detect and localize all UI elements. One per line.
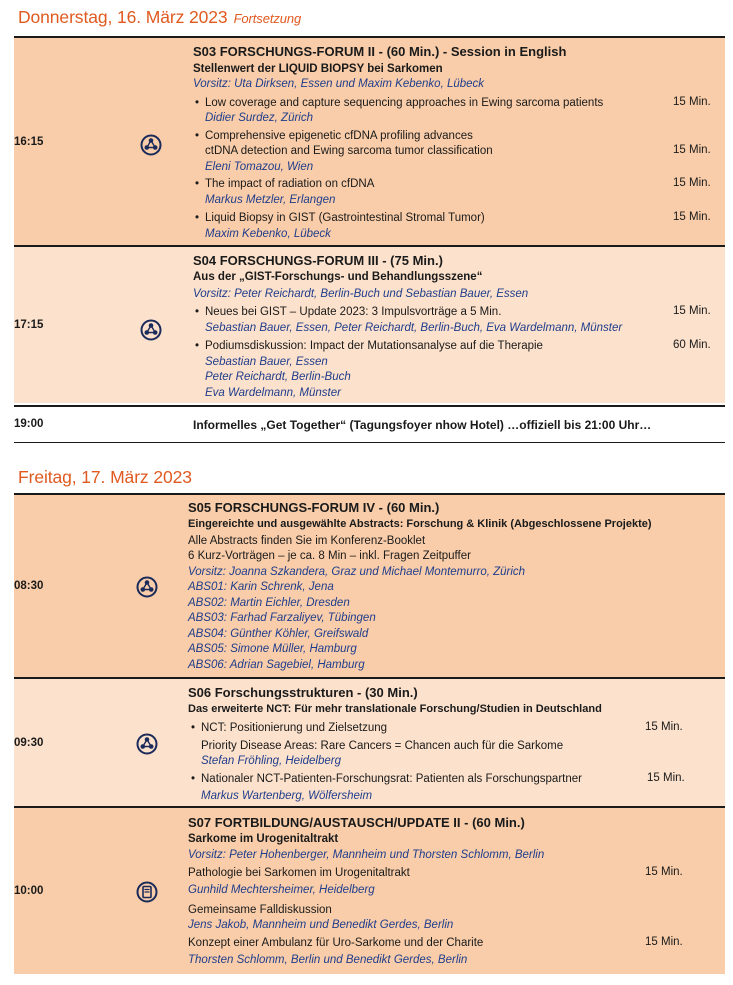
talk-speaker: Eva Wardelmann, Münster xyxy=(205,387,341,399)
network-icon xyxy=(140,319,162,341)
session-subtitle: Aus der „GIST-Forschungs- und Behandlungsszene“ xyxy=(193,271,483,283)
abstract-item: ABS03: Farhad Farzaliyev, Tübingen xyxy=(188,612,376,624)
abstract-item: ABS02: Martin Eichler, Dresden xyxy=(188,597,350,609)
abstract-item: ABS01: Karin Schrenk, Jena xyxy=(188,581,334,593)
network-icon xyxy=(136,576,158,598)
day-heading-friday xyxy=(18,467,192,488)
talk-title: • The impact of radiation on cfDNA xyxy=(205,177,374,192)
talk-title: • Nationaler NCT-Patienten-Forschungsrat: Patienten als Forschungspartner xyxy=(201,772,582,787)
talk-speaker: Markus Wartenberg, Wölfersheim xyxy=(201,790,373,802)
talk-title: • Podiumsdiskussion: Impact der Mutationsanalyse auf die Therapie xyxy=(205,339,543,354)
talk-title-line2: ctDNA detection and Ewing sarcoma tumor classification xyxy=(205,145,493,157)
divider xyxy=(14,405,725,407)
talk-speaker: Stefan Fröhling, Heidelberg xyxy=(201,755,341,767)
talk-speaker: Jens Jakob, Mannheim und Benedikt Gerdes, Berlin xyxy=(188,919,454,931)
session-subtitle: Eingereichte und ausgewählte Abstracts: Forschung & Klinik (Abgeschlossene Projekte) xyxy=(188,518,652,530)
network-icon xyxy=(136,733,158,755)
talk-title: • Low coverage and capture sequencing approaches in Ewing sarcoma patients xyxy=(205,96,603,111)
day-title: Donnerstag, 16. März 2023 xyxy=(18,7,228,27)
session-time: 09:30 xyxy=(14,737,44,749)
book-icon xyxy=(136,881,158,903)
talk-speaker: Didier Surdez, Zürich xyxy=(205,112,314,124)
talk-speaker: Sebastian Bauer, Essen xyxy=(205,356,328,368)
event-text: Informelles „Get Together“ (Tagungsfoyer nhow Hotel) …offiziell bis 21:00 Uhr… xyxy=(193,418,652,432)
session-note: 6 Kurz-Vorträgen – je ca. 8 Min – inkl. Fragen Zeitpuffer xyxy=(188,550,471,562)
session-time: 16:15 xyxy=(14,136,44,148)
talk-speaker: Eleni Tomazou, Wien xyxy=(205,161,314,173)
talk-duration: 15 Min. xyxy=(645,721,683,733)
talk-duration: 15 Min. xyxy=(673,144,711,156)
day-heading-thursday xyxy=(18,7,301,28)
divider xyxy=(14,442,725,443)
talk-speaker: Sebastian Bauer, Essen, Peter Reichardt, Berlin-Buch, Eva Wardelmann, Münster xyxy=(205,322,623,334)
talk-duration: 15 Min. xyxy=(673,177,711,189)
talk-title: • Comprehensive epigenetic cfDNA profiling advances xyxy=(205,129,473,144)
session-subtitle: Stellenwert der LIQUID BIOPSY bei Sarkomen xyxy=(193,63,443,75)
talk-speaker: Maxim Kebenko, Lübeck xyxy=(205,228,331,240)
talk-title: Gemeinsame Falldiskussion xyxy=(188,904,332,916)
talk-speaker: Thorsten Schlomm, Berlin und Benedikt Gerdes, Berlin xyxy=(188,954,468,966)
session-time: 08:30 xyxy=(14,580,44,592)
session-title: S04 FORSCHUNGS-FORUM III - (75 Min.) xyxy=(193,253,443,268)
talk-title: • Neues bei GIST – Update 2023: 3 Impulsvorträge a 5 Min. xyxy=(205,305,501,320)
talk-duration: 15 Min. xyxy=(645,866,683,878)
talk-speaker: Markus Metzler, Erlangen xyxy=(205,194,336,206)
day-title: Freitag, 17. März 2023 xyxy=(18,467,192,487)
talk-speaker: Gunhild Mechtersheimer, Heidelberg xyxy=(188,884,375,896)
talk-title: Konzept einer Ambulanz für Uro-Sarkome und der Charite xyxy=(188,937,484,949)
session-subtitle: Das erweiterte NCT: Für mehr translationale Forschung/Studien in Deutschland xyxy=(188,703,602,715)
session-time: 10:00 xyxy=(14,885,44,897)
session-chair: Vorsitz: Uta Dirksen, Essen und Maxim Kebenko, Lübeck xyxy=(193,78,485,90)
day-suffix: Fortsetzung xyxy=(233,11,302,26)
session-note: Alle Abstracts finden Sie im Konferenz-Booklet xyxy=(188,535,426,547)
talk-duration: 15 Min. xyxy=(647,772,685,784)
session-chair: Vorsitz: Peter Hohenberger, Mannheim und Thorsten Schlomm, Berlin xyxy=(188,849,545,861)
abstract-item: ABS06: Adrian Sagebiel, Hamburg xyxy=(188,659,365,671)
talk-title: Pathologie bei Sarkomen im Urogenitaltrakt xyxy=(188,867,410,879)
abstract-item: ABS05: Simone Müller, Hamburg xyxy=(188,643,357,655)
talk-duration: 15 Min. xyxy=(673,305,711,317)
talk-duration: 15 Min. xyxy=(645,936,683,948)
network-icon xyxy=(140,134,162,156)
session-chair: Vorsitz: Peter Reichardt, Berlin-Buch und Sebastian Bauer, Essen xyxy=(193,288,529,300)
session-title: S06 Forschungsstrukturen - (30 Min.) xyxy=(188,685,418,700)
session-title: S07 FORTBILDUNG/AUSTAUSCH/UPDATE II - (60 Min.) xyxy=(188,815,525,830)
talk-title-line2: Priority Disease Areas: Rare Cancers = Chancen auch für die Sarkome xyxy=(201,740,564,752)
session-title: S05 FORSCHUNGS-FORUM IV - (60 Min.) xyxy=(188,500,440,515)
talk-speaker: Peter Reichardt, Berlin-Buch xyxy=(205,371,351,383)
talk-duration: 15 Min. xyxy=(673,211,711,223)
talk-duration: 15 Min. xyxy=(673,96,711,108)
talk-title: • NCT: Positionierung und Zielsetzung xyxy=(201,721,387,736)
talk-duration: 60 Min. xyxy=(673,339,711,351)
event-time: 19:00 xyxy=(14,418,44,430)
session-time: 17:15 xyxy=(14,319,44,331)
session-subtitle: Sarkome im Urogenitaltrakt xyxy=(188,833,339,845)
session-title: S03 FORSCHUNGS-FORUM II - (60 Min.) - Session in English xyxy=(193,44,567,59)
talk-title: • Liquid Biopsy in GIST (Gastrointestinal Stromal Tumor) xyxy=(205,211,485,226)
abstract-item: ABS04: Günther Köhler, Greifswald xyxy=(188,628,369,640)
session-chair: Vorsitz: Joanna Szkandera, Graz und Michael Montemurro, Zürich xyxy=(188,566,526,578)
